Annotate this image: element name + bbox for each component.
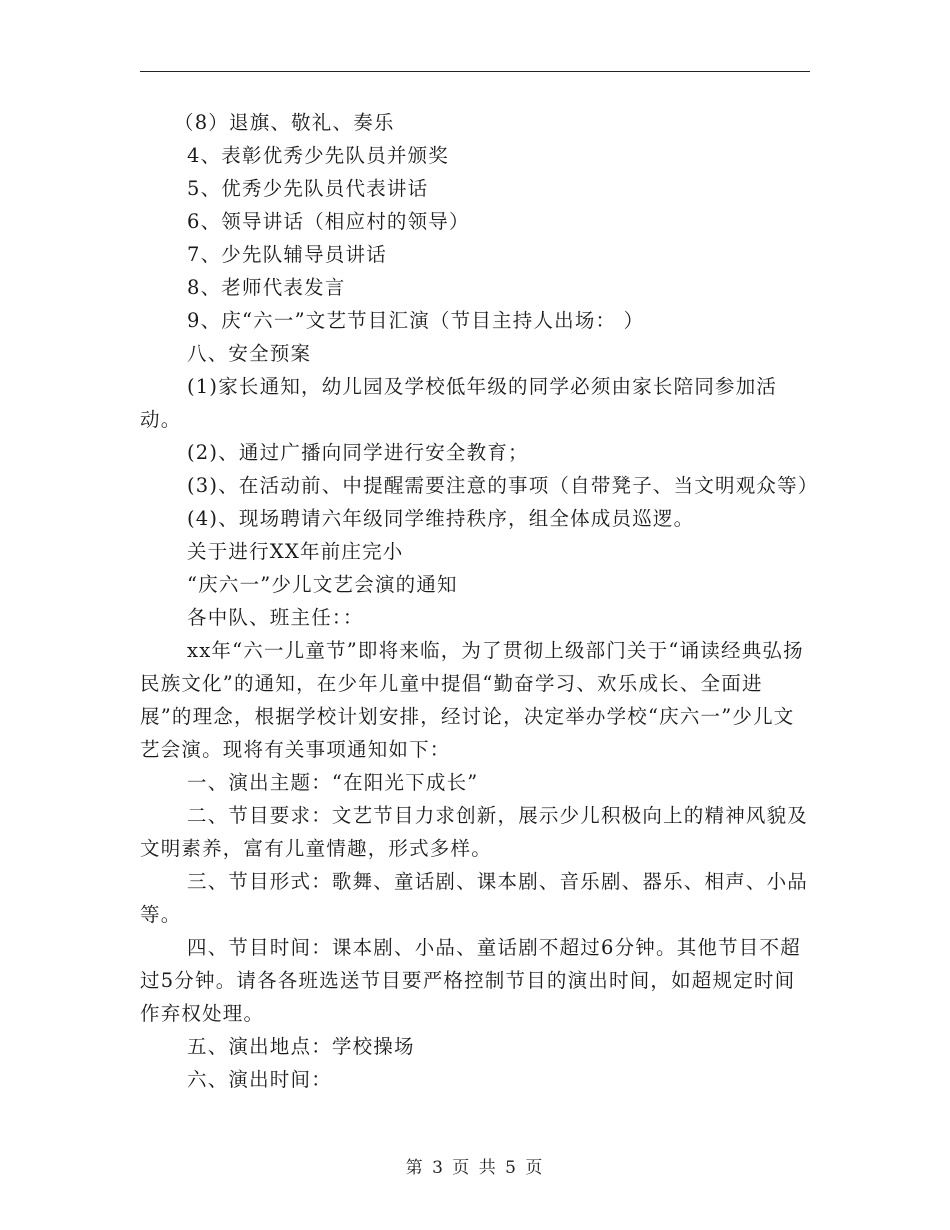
document-body <box>140 106 819 1096</box>
paragraph: 4、表彰优秀少先队员并颁奖 <box>187 144 450 167</box>
paragraph: 8、老师代表发言 <box>187 276 346 299</box>
paragraph: 五、演出地点：学校操场 <box>187 1035 415 1058</box>
paragraph: 二、节目要求：文艺节目力求创新，展示少儿积极向上的精神风貌及文明素养，富有儿童情趣，形式多样。 <box>140 804 809 860</box>
paragraph: 7、少先队辅导员讲话 <box>187 243 387 266</box>
paragraph: (3)、在活动前、中提醒需要注意的事项（自带凳子、当文明观众等） <box>187 474 819 497</box>
paragraph: (4)、现场聘请六年级同学维持秩序，组全体成员巡逻。 <box>187 507 695 530</box>
paragraph: 5、优秀少先队员代表讲话 <box>187 177 429 200</box>
section-heading: 八、安全预案 <box>187 342 312 365</box>
paragraph: (1)家长通知，幼儿园及学校低年级的同学必须由家长陪同参加活动。 <box>140 375 778 431</box>
paragraph: 六、演出时间： <box>187 1068 332 1091</box>
notice-title-line: 关于进行XX年前庄完小 <box>187 540 404 563</box>
header-rule <box>140 71 810 72</box>
salutation: 各中队、班主任：： <box>187 606 364 629</box>
paragraph: 三、节目形式：歌舞、童话剧、课本剧、音乐剧、器乐、相声、小品等。 <box>140 870 809 926</box>
notice-title-line: “庆六一”少儿文艺会演的通知 <box>187 573 458 596</box>
paragraph: 9、庆“六一”文艺节目汇演（节目主持人出场： ） <box>187 309 645 332</box>
paragraph: xx年“六一儿童节”即将来临，为了贯彻上级部门关于“诵读经典弘扬民族文化”的通知，在少年儿童中提倡“勤奋学习、欢乐成长、全面进展”的理念，根据学校计划安排，经讨论，决定举办学校“庆六一”少儿文艺会演。现将有关事项通知如下： <box>140 639 804 761</box>
paragraph: 四、节目时间：课本剧、小品、童话剧不超过6分钟。其他节目不超过5分钟。请各各班选送节目要严格控制节目的演出时间，如超规定时间作弃权处理。 <box>140 936 801 1025</box>
page-footer: 第 3 页 共 5 页 <box>405 1158 545 1178</box>
paragraph: 一、演出主题：“在阳光下成长” <box>187 771 479 794</box>
paragraph: 6、领导讲话（相应村的领导） <box>187 210 470 233</box>
paragraph: （8）退旗、敬礼、奏乐 <box>174 111 395 134</box>
paragraph: (2)、通过广播向同学进行安全教育； <box>187 441 529 464</box>
